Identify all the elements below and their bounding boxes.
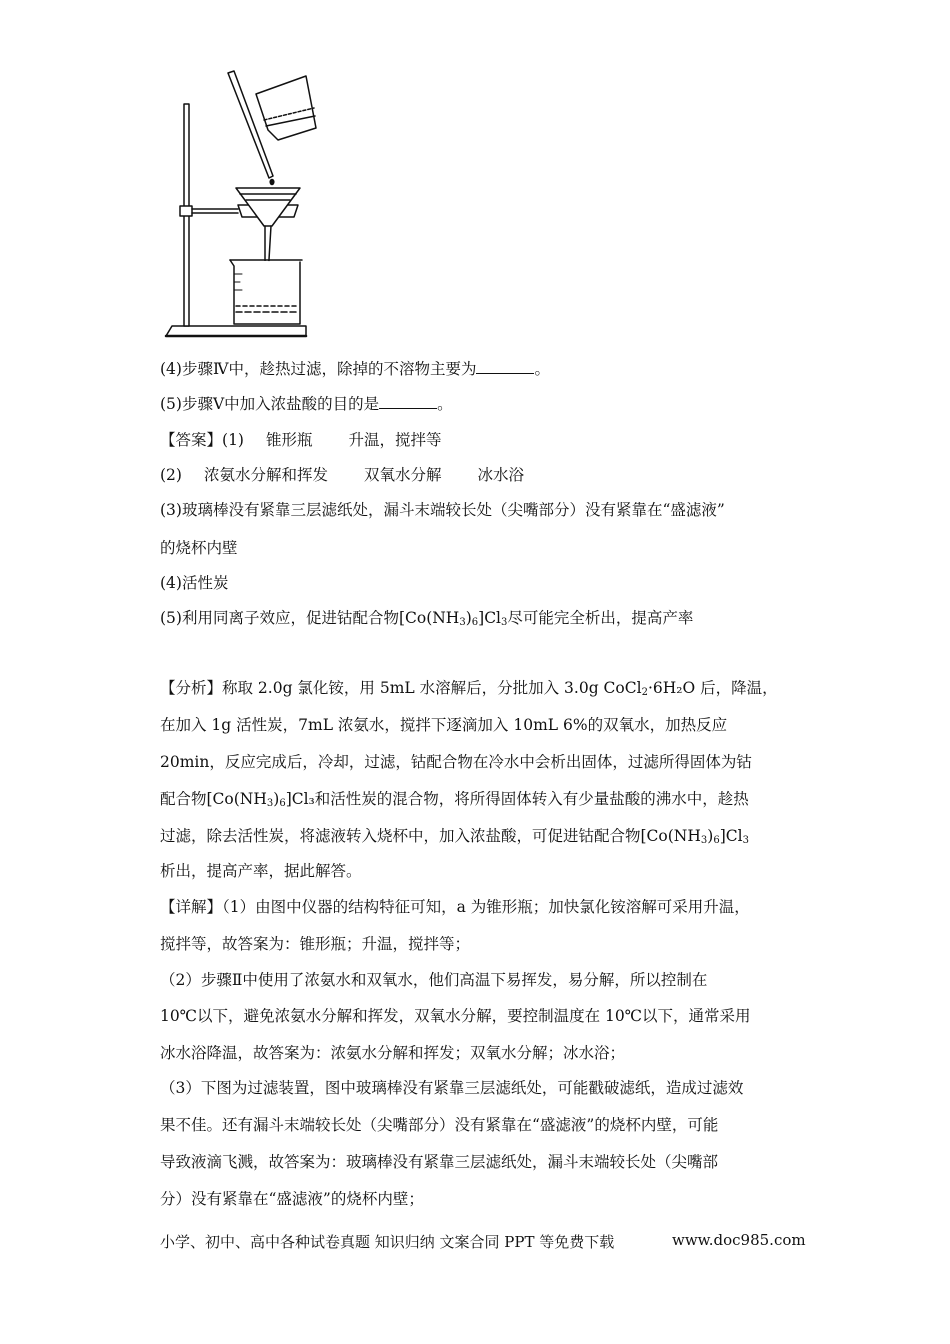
analysis-line1: 【分析】称取 2.0g 氯化铵，用 5mL 水溶解后，分批加入 3.0g CoCl$_2$·6H₂O 后，降温， (160, 679, 778, 698)
answer-blank (379, 394, 437, 409)
detail-line7: 果不佳。还有漏斗末端较长处（尖嘴部分）没有紧靠在“盛滤液”的烧杯内壁，可能 (160, 1116, 719, 1134)
filtration-apparatus-figure (160, 68, 320, 340)
analysis-line4: 配合物$[Co(NH_3)_6]Cl_3$和活性炭的混合物，将所得固体转入有少量盐酸的沸水中，趁热 (160, 790, 749, 809)
detail-line3: （2）步骤Ⅱ中使用了浓氨水和双氧水，他们高温下易挥发，易分解，所以控制在 (160, 971, 708, 989)
detail-line1: 【详解】（1）由图中仪器的结构特征可知，a 为锥形瓶；加快氯化铵溶解可采用升温， (160, 898, 750, 916)
answer-4: (4)活性炭 (160, 574, 229, 592)
analysis-line6: 析出，提高产率，据此解答。 (160, 862, 362, 880)
clamp (180, 206, 192, 216)
pouring-beaker (256, 76, 316, 140)
question-5: (5)步骤Ⅴ中加入浓盐酸的目的是 。 (160, 395, 453, 413)
page-footer (160, 1231, 806, 1252)
answer-3-line2: 的烧杯内壁 (160, 539, 238, 557)
question-4: (4)步骤Ⅳ中，趁热过滤，除掉的不溶物主要为 。 (160, 360, 550, 378)
detail-line6: （3）下图为过滤装置，图中玻璃棒没有紧靠三层滤纸处，可能戳破滤纸，造成过滤效 (160, 1079, 744, 1097)
detail-line4: 10℃以下，避免浓氨水分解和挥发，双氧水分解，要控制温度在 10℃以下，通常采用 (160, 1007, 751, 1025)
answer-1: 【答案】(1) 锥形瓶 升温，搅拌等 (160, 431, 442, 449)
footer-url-link[interactable]: www.doc985.com (672, 1231, 806, 1249)
analysis-line2: 在加入 1g 活性炭，7mL 浓氨水，搅拌下逐滴加入 10mL 6%的双氧水，加热反应 (160, 716, 728, 734)
analysis-line5: 过滤，除去活性炭，将滤液转入烧杯中，加入浓盐酸，可促进钴配合物$[Co(NH_3)_6]Cl_3$ (160, 827, 749, 846)
stand-base (166, 326, 306, 336)
footer-text: 小学、初中、高中各种试卷真题 知识归纳 文案合同 PPT 等免费下载 (160, 1233, 615, 1251)
detail-line2: 搅拌等，故答案为：锥形瓶；升温，搅拌等； (160, 935, 471, 953)
receiving-beaker (230, 260, 300, 324)
answer-3-line1: (3)玻璃棒没有紧靠三层滤纸处，漏斗末端较长处（尖嘴部分）没有紧靠在“盛滤液” (160, 501, 725, 519)
analysis-line3: 20min，反应完成后，冷却，过滤，钴配合物在冷水中会析出固体，过滤所得固体为钴 (160, 753, 752, 771)
answer-5: (5)利用同离子效应，促进钴配合物$[Co(NH_3)_6]Cl_3$尽可能完全析出，提高产率 (160, 609, 694, 628)
detail-line8: 导致液滴飞溅，故答案为：玻璃棒没有紧靠三层滤纸处，漏斗末端较长处（尖嘴部 (160, 1153, 719, 1171)
answer-2: (2) 浓氨水分解和挥发 双氧水分解 冰水浴 (160, 466, 525, 484)
answer-blank (476, 359, 534, 374)
detail-line5: 冰水浴降温，故答案为：浓氨水分解和挥发；双氧水分解；冰水浴； (160, 1044, 626, 1062)
detail-line9: 分）没有紧靠在“盛滤液”的烧杯内壁； (160, 1190, 424, 1208)
